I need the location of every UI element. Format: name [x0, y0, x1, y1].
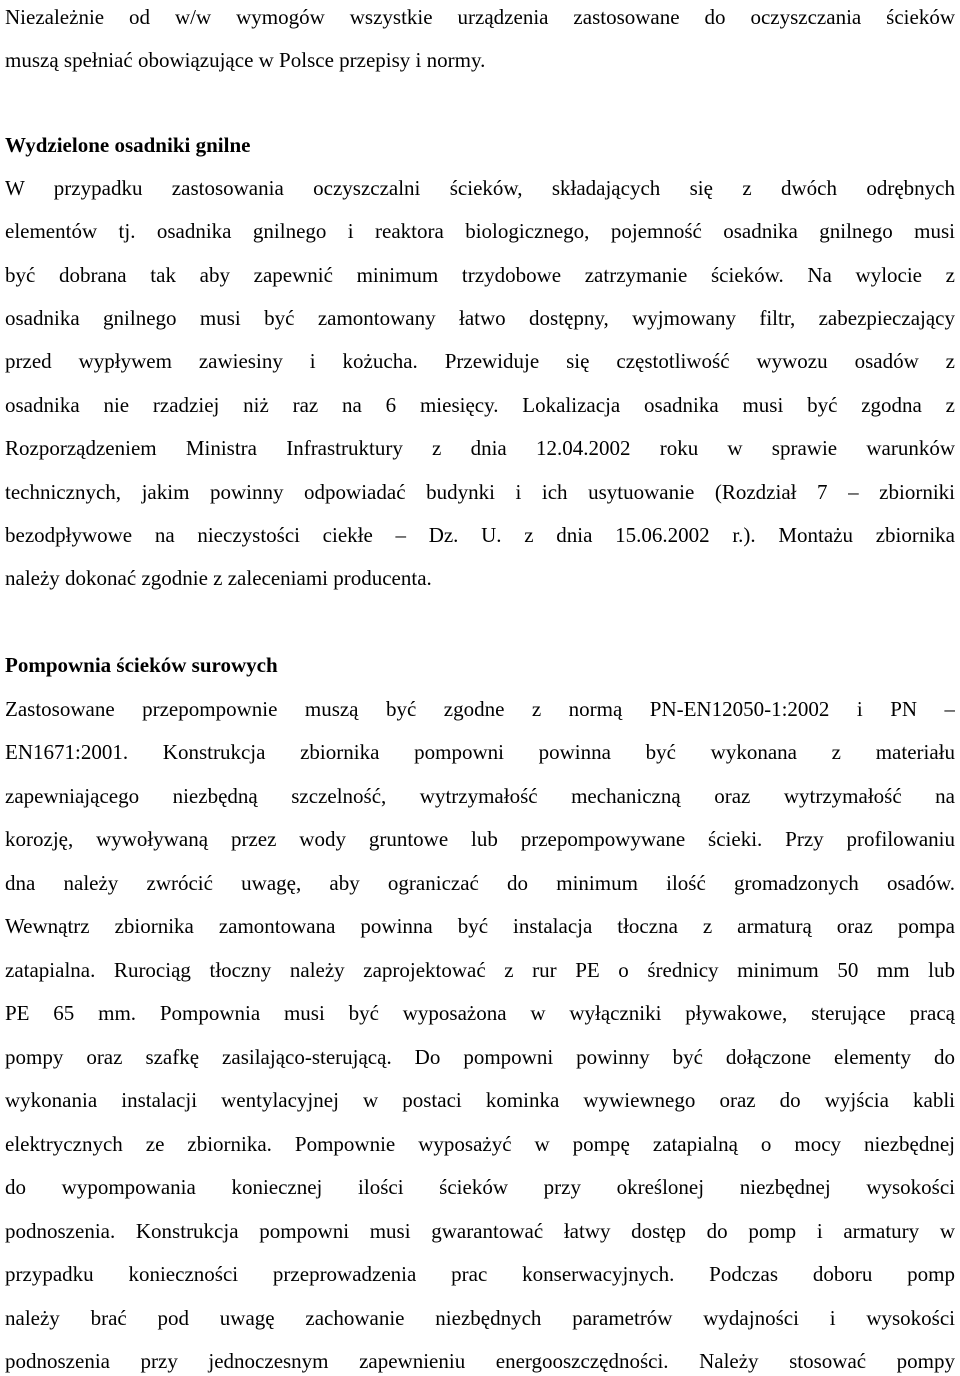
section2-line-4: korozję, wywoływaną przez wody gruntowe lub przepompowywane ścieki. Przy profilowaniu — [5, 827, 955, 851]
section2-line-2: EN1671:2001. Konstrukcja zbiornika pompowni powinna być wykonana z materiału — [5, 740, 955, 764]
section1-line-2: elementów tj. osadnika gnilnego i reaktora biologicznego, pojemność osadnika gnilnego musi — [5, 219, 955, 243]
section2-line-3: zapewniającego niezbędną szczelność, wytrzymałość mechaniczną oraz wytrzymałość na — [5, 784, 955, 808]
section1-line-6: osadnika nie rzadziej niż raz na 6 miesięcy. Lokalizacja osadnika musi być zgodna z — [5, 393, 955, 417]
section2-line-9: pompy oraz szafkę zasilająco-sterującą. Do pompowni powinny być dołączone elementy do — [5, 1045, 955, 1069]
section1-line-10: należy dokonać zgodnie z zaleceniami producenta. — [5, 566, 432, 590]
section2-line-14: przypadku konieczności przeprowadzenia prac konserwacyjnych. Podczas doboru pomp — [5, 1262, 955, 1286]
section2-line-10: wykonania instalacji wentylacyjnej w postaci kominka wywiewnego oraz do wyjścia kabli — [5, 1088, 955, 1112]
section2-line-6: Wewnątrz zbiornika zamontowana powinna być instalacja tłoczna z armaturą oraz pompa — [5, 914, 955, 938]
section2-line-8: PE 65 mm. Pompownia musi być wyposażona w wyłączniki pływakowe, sterujące pracą — [5, 1001, 955, 1025]
section2-heading: Pompownia ścieków surowych — [5, 653, 278, 677]
section1-line-5: przed wypływem zawiesiny i kożucha. Przewiduje się częstotliwość wywozu osadów z — [5, 349, 955, 373]
section2-line-7: zatapialna. Rurociąg tłoczny należy zaprojektować z rur PE o średnicy minimum 50 mm lub — [5, 958, 955, 982]
section2-line-15: należy brać pod uwagę zachowanie niezbędnych parametrów wydajności i wysokości — [5, 1306, 955, 1330]
section2-line-13: podnoszenia. Konstrukcja pompowni musi gwarantować łatwy dostęp do pomp i armatury w — [5, 1219, 955, 1243]
intro-line-2: muszą spełniać obowiązujące w Polsce przepisy i normy. — [5, 48, 486, 72]
section2-line-5: dna należy zwrócić uwagę, aby ograniczać do minimum ilość gromadzonych osadów. — [5, 871, 955, 895]
section1-line-7: Rozporządzeniem Ministra Infrastruktury z dnia 12.04.2002 roku w sprawie warunków — [5, 436, 955, 460]
section1-line-1: W przypadku zastosowania oczyszczalni ścieków, składających się z dwóch odrębnych — [5, 176, 955, 200]
section1-line-9: bezodpływowe na nieczystości ciekłe – Dz. U. z dnia 15.06.2002 r.). Montażu zbiornika — [5, 523, 955, 547]
section1-line-8: technicznych, jakim powinny odpowiadać budynki i ich usytuowanie (Rozdział 7 – zbiorniki — [5, 480, 955, 504]
section2-line-1: Zastosowane przepompownie muszą być zgodne z normą PN-EN12050-1:2002 i PN – — [5, 697, 955, 721]
intro-line-1: Niezależnie od w/w wymogów wszystkie urządzenia zastosowane do oczyszczania ścieków — [5, 5, 955, 29]
section2-line-16: podnoszenia przy jednoczesnym zapewnieniu energooszczędności. Należy stosować pompy — [5, 1349, 955, 1373]
section1-line-4: osadnika gnilnego musi być zamontowany łatwo dostępny, wyjmowany filtr, zabezpieczający — [5, 306, 955, 330]
section1-heading: Wydzielone osadniki gnilne — [5, 133, 251, 157]
section2-line-11: elektrycznych ze zbiornika. Pompownie wyposażyć w pompę zatapialną o mocy niezbędnej — [5, 1132, 955, 1156]
section1-line-3: być dobrana tak aby zapewnić minimum trzydobowe zatrzymanie ścieków. Na wylocie z — [5, 263, 955, 287]
section2-line-12: do wypompowania koniecznej ilości ścieków przy określonej niezbędnej wysokości — [5, 1175, 955, 1199]
